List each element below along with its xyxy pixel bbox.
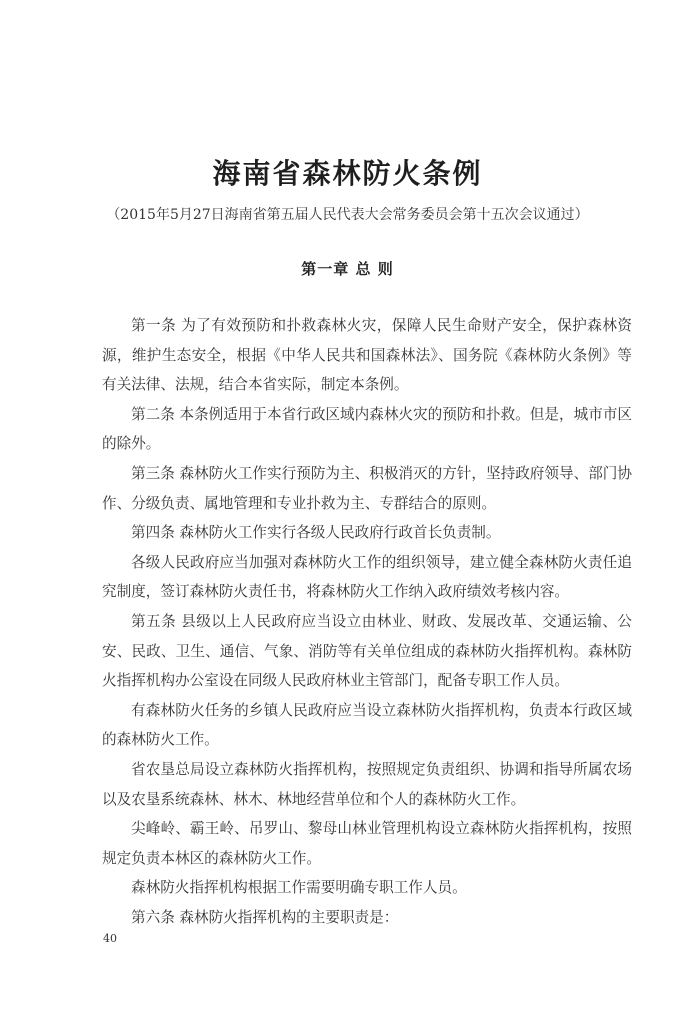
paragraph-article-3: 第三条 森林防火工作实行预防为主、积极消灭的方针，坚持政府领导、部门协作、分级负责、属地管理和专业扑救为主、专群结合的原则。 — [102, 464, 632, 512]
document-subtitle: （2015年5月27日海南省第五届人民代表大会常务委员会第十五次会议通过） — [106, 207, 589, 223]
chapter-heading: 第一章 总 则 — [301, 260, 394, 278]
paragraph-article-5-clause-2: 有森林防火任务的乡镇人民政府应当设立森林防火指挥机构，负责本行政区域的森林防火工作。 — [102, 701, 632, 749]
document-body — [102, 311, 632, 932]
paragraph-article-5-clause-4: 尖峰岭、霸王岭、吊罗山、黎母山林业管理机构设立森林防火指挥机构，按照规定负责本林区的森林防火工作。 — [102, 820, 632, 867]
paragraph-article-2: 第二条 本条例适用于本省行政区域内森林火灾的预防和扑救。但是，城市市区的除外。 — [102, 405, 632, 453]
paragraph-article-6: 第六条 森林防火指挥机构的主要职责是： — [131, 908, 399, 926]
paragraph-article-5: 第五条 县级以上人民政府应当设立由林业、财政、发展改革、交通运输、公安、民政、卫生、通信、气象、消防等有关单位组成的森林防火指挥机构。森林防火指挥机构办公室设在同级人民政府林业主管部门，配备专职工作人员。 — [102, 612, 632, 690]
paragraph-article-4: 第四条 森林防火工作实行各级人民政府行政首长负责制。 — [131, 524, 501, 542]
paragraph-article-4-clause-2: 各级人民政府应当加强对森林防火工作的组织领导，建立健全森林防火责任追究制度，签订森林防火责任书，将森林防火工作纳入政府绩效考核内容。 — [102, 553, 632, 601]
page-number: 40 — [103, 932, 117, 945]
paragraph-article-5-clause-5: 森林防火指挥机构根据工作需要明确专职工作人员。 — [131, 879, 467, 897]
paragraph-article-5-clause-3: 省农垦总局设立森林防火指挥机构，按照规定负责组织、协调和指导所属农场以及农垦系统森林、林木、林地经营单位和个人的森林防火工作。 — [102, 760, 632, 808]
paragraph-article-1: 第一条 为了有效预防和扑救森林火灾，保障人民生命财产安全，保护森林资源，维护生态安全，根据《中华人民共和国森林法》、国务院《森林防火条例》等有关法律、法规，结合本省实际，制定本条例。 — [102, 317, 632, 394]
document-title: 海南省森林防火条例 — [212, 157, 483, 190]
